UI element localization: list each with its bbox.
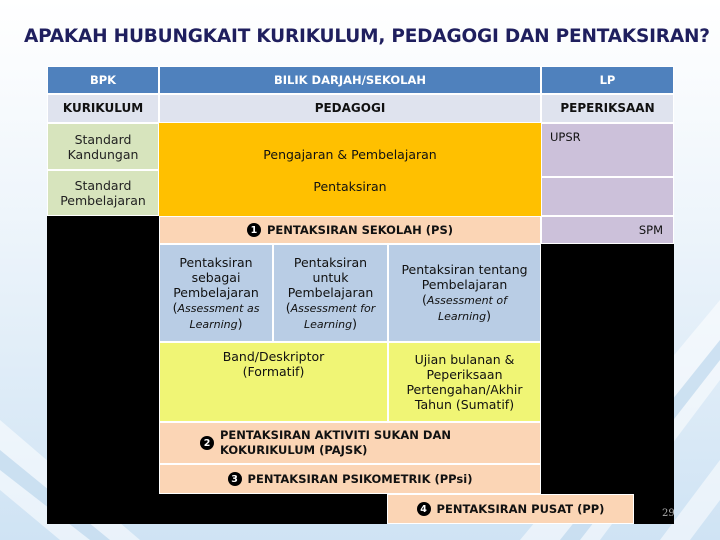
pentaksiran-label: Pentaksiran	[313, 179, 387, 194]
type-for-learning: Pentaksiran untuk Pembelajaran (Assessment for Learning)	[273, 244, 388, 342]
header-bpk: BPK	[47, 66, 159, 94]
pajsk-banner	[159, 422, 541, 464]
type-as-learning: Pentaksiran sebagai Pembelajaran (Assessment as Learning)	[159, 244, 273, 342]
sumatif-cell: Ujian bulanan & Peperiksaan Pertengahan/Akhir Tahun (Sumatif)	[388, 342, 541, 422]
type-of-learning: Pentaksiran tentang Pembelajaran (Assessment of Learning)	[388, 244, 541, 342]
ppsi-banner	[159, 464, 541, 494]
black-right-block	[541, 244, 674, 494]
header-bilik-darjah: BILIK DARJAH/SEKOLAH	[159, 66, 541, 94]
header-lp: LP	[541, 66, 674, 94]
type-of-main: Pentaksiran tentang Pembelajaran	[401, 262, 528, 292]
standard-pembelajaran: Standard Pembelajaran	[47, 170, 159, 216]
page-number: 29	[662, 508, 675, 519]
number-three-icon: 3	[228, 472, 242, 486]
pp-banner	[387, 494, 634, 524]
exam-blank	[541, 177, 674, 216]
black-left-block	[47, 216, 159, 524]
standard-kandungan: Standard Kandungan	[47, 123, 159, 170]
subheader-pedagogi: PEDAGOGI	[159, 94, 541, 123]
type-as-english: Assessment as Learning	[177, 301, 260, 331]
number-one-icon: 1	[247, 223, 261, 237]
slide-title: APAKAH HUBUNGKAIT KURIKULUM, PEDAGOGI DAN PENTAKSIRAN?	[24, 26, 710, 47]
pp-label: PENTAKSIRAN PUSAT (PP)	[436, 501, 605, 516]
number-two-icon: 2	[200, 436, 214, 450]
ppsi-label: PENTAKSIRAN PSIKOMETRIK (PPsi)	[247, 471, 473, 486]
pdp-label: Pengajaran & Pembelajaran	[263, 147, 437, 162]
formatif-cell: Band/Deskriptor (Formatif)	[159, 342, 388, 422]
number-four-icon: 4	[417, 502, 431, 516]
exam-spm: SPM	[541, 216, 674, 244]
relationship-table	[47, 66, 674, 524]
type-of-english: Assessment of Learning	[426, 294, 507, 323]
type-for-main: Pentaksiran untuk Pembelajaran	[287, 254, 374, 300]
pedagogi-block	[159, 123, 541, 216]
type-as-main: Pentaksiran sebagai Pembelajaran	[173, 254, 259, 300]
ps-banner	[159, 216, 541, 244]
subheader-kurikulum: KURIKULUM	[47, 94, 159, 123]
type-for-english: Assessment for Learning	[290, 301, 376, 331]
black-bottom-block	[159, 494, 387, 524]
subheader-peperiksaan: PEPERIKSAAN	[541, 94, 674, 123]
ps-label: PENTAKSIRAN SEKOLAH (PS)	[266, 222, 453, 237]
exam-upsr: UPSR	[541, 123, 674, 177]
pajsk-label: PENTAKSIRAN AKTIVITI SUKAN DAN KOKURIKULUM (PAJSK)	[220, 428, 451, 457]
